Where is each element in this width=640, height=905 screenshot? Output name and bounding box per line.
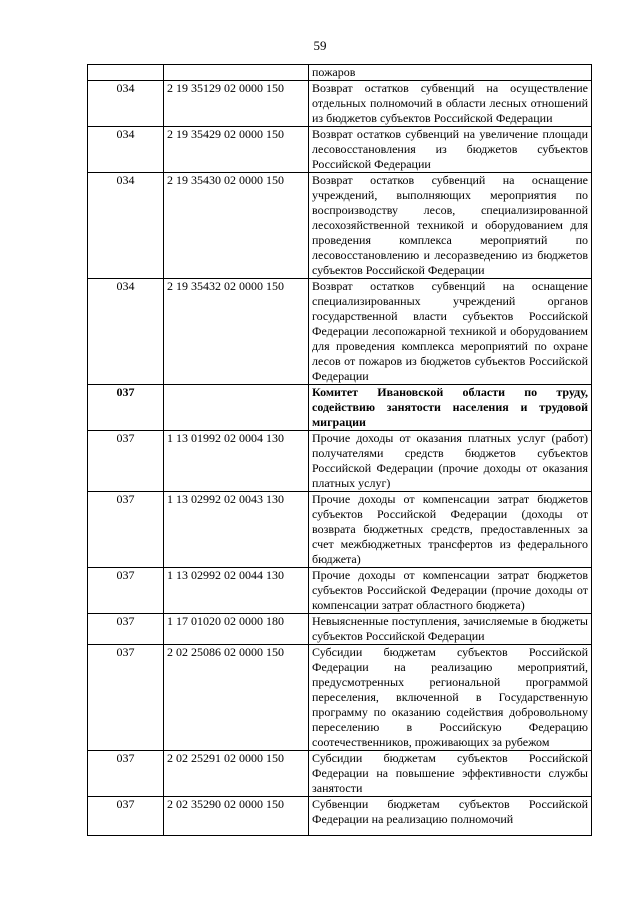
- admin-code-cell: [88, 65, 164, 81]
- admin-code-cell: 037: [88, 385, 164, 431]
- income-name-cell: Возврат остатков субвенций на оснащение учреждений, выполняющих мероприятия по воспроизводству лесов, специализированной лесохозяйственной техникой и оборудованием для проведения комплекса мероприятий по лесовосстановлению и лесоразведению из бюджетов субъектов Российской Федерации: [309, 173, 592, 279]
- income-name-cell: Субсидии бюджетам субъектов Российской Федерации на повышение эффективности службы занятости: [309, 751, 592, 797]
- admin-code-cell: 037: [88, 431, 164, 492]
- table-body: [88, 65, 592, 836]
- income-name-cell: Субсидии бюджетам субъектов Российской Федерации на реализацию мероприятий, предусмотренных региональной программой переселения, включенной в Государственную программу по оказанию содействия добровольному переселению в Российскую Федерацию соотечественников, проживающих за рубежом: [309, 645, 592, 751]
- table-row: [88, 65, 592, 81]
- table-row: [88, 279, 592, 385]
- income-code-cell: 2 02 35290 02 0000 150: [164, 797, 309, 836]
- table-row: [88, 81, 592, 127]
- income-code-cell: 1 13 02992 02 0043 130: [164, 492, 309, 568]
- income-code-cell: [164, 385, 309, 431]
- admin-code-cell: 037: [88, 568, 164, 614]
- admin-code-cell: 037: [88, 645, 164, 751]
- income-name-cell: [309, 797, 592, 836]
- income-code-cell: 2 02 25086 02 0000 150: [164, 645, 309, 751]
- admin-code-cell: 034: [88, 173, 164, 279]
- table-row: [88, 645, 592, 751]
- admin-code-cell: 037: [88, 751, 164, 797]
- table-row: [88, 751, 592, 797]
- income-code-cell: [164, 65, 309, 81]
- income-code-cell: 2 19 35432 02 0000 150: [164, 279, 309, 385]
- table-row: [88, 127, 592, 173]
- income-name-cell: Комитет Ивановской области по труду, содействию занятости населения и трудовой миграции: [309, 385, 592, 431]
- table-row: [88, 431, 592, 492]
- page-number: 59: [313, 38, 327, 53]
- admin-code-cell: 037: [88, 614, 164, 645]
- income-code-cell: 1 17 01020 02 0000 180: [164, 614, 309, 645]
- admin-code-cell: 037: [88, 797, 164, 836]
- income-code-cell: 1 13 02992 02 0044 130: [164, 568, 309, 614]
- admin-code-cell: 034: [88, 279, 164, 385]
- admin-code-cell: 034: [88, 127, 164, 173]
- income-name-cell: Прочие доходы от оказания платных услуг (работ) получателями средств бюджетов субъектов Российской Федерации (прочие доходы от оказания платных услуг): [309, 431, 592, 492]
- income-name-cell: Прочие доходы от компенсации затрат бюджетов субъектов Российской Федерации (прочие доходы от компенсации затрат областного бюджета): [309, 568, 592, 614]
- table-row: [88, 614, 592, 645]
- income-name-cell: Прочие доходы от компенсации затрат бюджетов субъектов Российской Федерации (доходы от возврата бюджетных средств, предоставленных за счет межбюджетных трансфертов из федерального бюджета): [309, 492, 592, 568]
- income-codes-table: [87, 64, 592, 836]
- income-name-cell: пожаров: [309, 65, 592, 81]
- income-name-cell: Возврат остатков субвенций на увеличение площади лесовосстановления из бюджетов субъектов Российской Федерации: [309, 127, 592, 173]
- admin-code-cell: 034: [88, 81, 164, 127]
- income-code-cell: 2 19 35429 02 0000 150: [164, 127, 309, 173]
- table-row: [88, 492, 592, 568]
- income-code-cell: 2 19 35129 02 0000 150: [164, 81, 309, 127]
- income-code-cell: 2 19 35430 02 0000 150: [164, 173, 309, 279]
- table-row: [88, 797, 592, 836]
- income-name-cell: Возврат остатков субвенций на осуществление отдельных полномочий в области лесных отношений из бюджетов субъектов Российской Федерации: [309, 81, 592, 127]
- admin-code-cell: 037: [88, 492, 164, 568]
- income-name-text: Субвенции бюджетам субъектов Российской Федерации на реализацию полномочий: [312, 797, 588, 826]
- income-code-cell: 2 02 25291 02 0000 150: [164, 751, 309, 797]
- income-code-cell: 1 13 01992 02 0004 130: [164, 431, 309, 492]
- table-row: [88, 568, 592, 614]
- table-row: [88, 385, 592, 431]
- income-name-cell: Возврат остатков субвенций на оснащение специализированных учреждений органов государственной власти субъектов Российской Федерации лесопожарной техникой и оборудованием для проведения комплекса мероприятий по охране лесов от пожаров из бюджетов субъектов Российской Федерации: [309, 279, 592, 385]
- table-row: [88, 173, 592, 279]
- income-name-cell: Невыясненные поступления, зачисляемые в бюджеты субъектов Российской Федерации: [309, 614, 592, 645]
